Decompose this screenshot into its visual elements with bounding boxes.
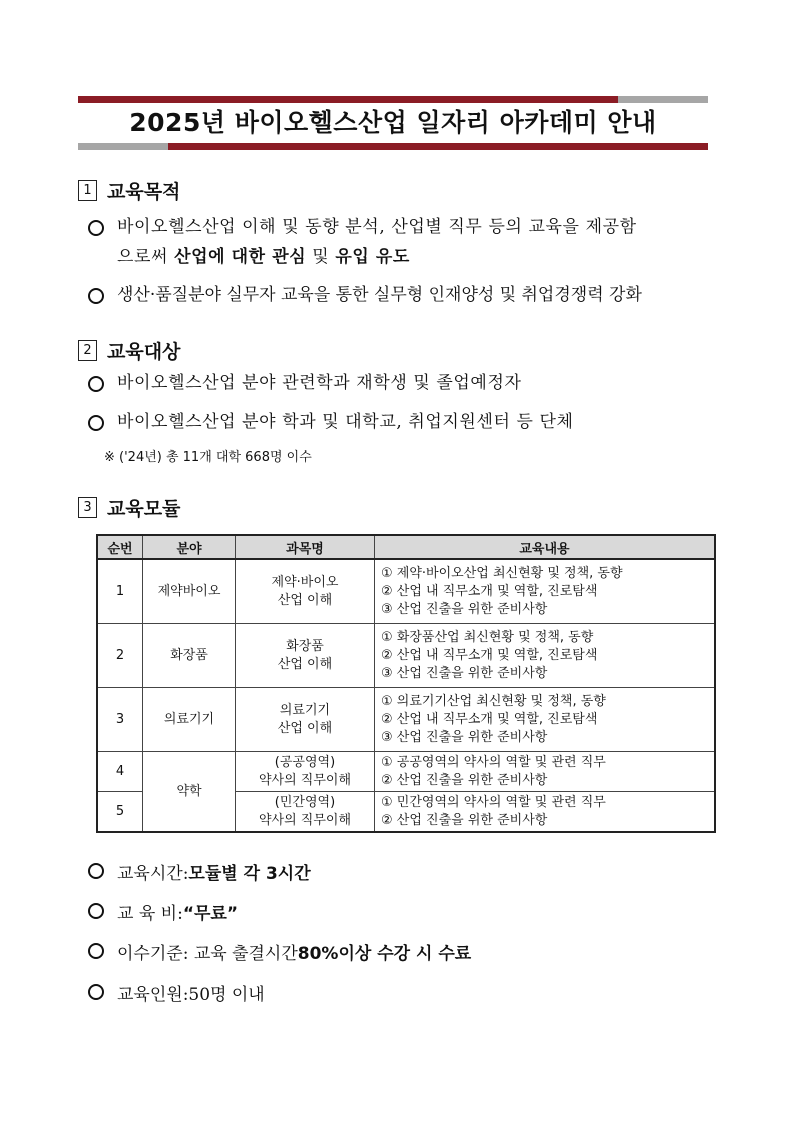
table-row — [97, 688, 715, 752]
course-line: 약사의 직무이해 — [258, 812, 352, 828]
content-line: ② 산업 내 직무소개 및 역할, 진로탐색 — [381, 711, 598, 727]
content-line: ② 산업 진출을 위한 준비사항 — [381, 812, 548, 828]
course-line: 산업 이해 — [277, 656, 333, 672]
content-line: ① 민간영역의 약사의 역할 및 관련 직무 — [381, 794, 606, 810]
circle-bullet-icon — [88, 903, 104, 919]
column-header-content: 교육내용 — [375, 535, 716, 559]
title-rule-top-red — [78, 96, 618, 103]
module-table — [96, 534, 716, 833]
detail-label: 교육인원: — [117, 984, 189, 1005]
cell-course — [236, 792, 375, 833]
purpose-bullet-1 — [88, 212, 717, 272]
completion-note: ※ ('24년) 총 11개 대학 668명 이수 — [104, 450, 312, 465]
content-line: ③ 산업 진출을 위한 준비사항 — [381, 601, 548, 617]
text-normal: 및 — [306, 247, 336, 267]
section-heading-target — [78, 337, 180, 363]
text-normal: 으로써 — [117, 247, 175, 267]
content-line: ① 제약·바이오산업 최신현황 및 정책, 동향 — [381, 565, 623, 581]
course-line: (공공영역) — [274, 754, 336, 770]
column-header-field: 분야 — [143, 535, 236, 559]
cell-content — [375, 792, 716, 833]
cell-content — [375, 559, 716, 624]
cell-no: 4 — [97, 752, 143, 792]
content-line: ① 공공영역의 약사의 역할 및 관련 직무 — [381, 754, 606, 770]
detail-education-fee — [88, 896, 238, 926]
section-heading-modules — [78, 494, 180, 520]
cell-course — [236, 624, 375, 688]
table-row — [97, 624, 715, 688]
detail-label: 교 육 비: — [117, 903, 183, 924]
cell-field: 제약바이오 — [143, 559, 236, 624]
content-line: ② 산업 진출을 위한 준비사항 — [381, 772, 548, 788]
course-line: 화장품 — [286, 638, 324, 654]
cell-field: 의료기기 — [143, 688, 236, 752]
section-heading-purpose — [78, 177, 180, 203]
cell-no: 2 — [97, 624, 143, 688]
cell-field: 화장품 — [143, 624, 236, 688]
detail-completion-criteria — [88, 936, 471, 966]
detail-value: 80%이상 수강 시 수료 — [297, 943, 472, 964]
circle-bullet-icon — [88, 415, 104, 431]
emphasis-text: 유입 유도 — [335, 247, 410, 267]
detail-value: 50명 이내 — [188, 984, 265, 1005]
detail-value: “무료” — [182, 903, 239, 924]
table-row — [97, 559, 715, 624]
section-title: 교육모듈 — [107, 497, 181, 520]
cell-course — [236, 752, 375, 792]
detail-label: 교육시간: — [117, 863, 189, 884]
page-title: 2025년 바이오헬스산업 일자리 아카데미 안내 — [129, 108, 657, 137]
emphasis-text: 산업에 대한 관심 — [174, 247, 307, 267]
circle-bullet-icon — [88, 376, 104, 392]
bullet-text — [117, 212, 717, 272]
bullet-text: 생산·품질분야 실무자 교육을 통한 실무형 인재양성 및 취업경쟁력 강화 — [117, 285, 642, 305]
purpose-bullet-2 — [88, 280, 717, 310]
target-bullet-1 — [88, 368, 717, 398]
column-header-no: 순번 — [97, 535, 143, 559]
course-line: (민간영역) — [274, 794, 336, 810]
target-bullet-2 — [88, 407, 717, 437]
circle-bullet-icon — [88, 863, 104, 879]
cell-field: 약학 — [143, 752, 236, 833]
section-number-box: 2 — [78, 340, 97, 361]
title-rule-bottom-red — [168, 143, 708, 150]
title-rule-top-gray — [618, 96, 708, 103]
detail-label: 이수기준: 교육 출결시간 — [117, 943, 298, 964]
detail-education-hours — [88, 856, 311, 886]
course-line: 약사의 직무이해 — [258, 772, 352, 788]
title-block — [78, 96, 708, 152]
content-line: ② 산업 내 직무소개 및 역할, 진로탐색 — [381, 583, 598, 599]
content-line: ① 화장품산업 최신현황 및 정책, 동향 — [381, 629, 594, 645]
circle-bullet-icon — [88, 943, 104, 959]
bullet-text: 바이오헬스산업 분야 관련학과 재학생 및 졸업예정자 — [117, 373, 522, 393]
detail-capacity — [88, 977, 265, 1007]
cell-content — [375, 624, 716, 688]
cell-content — [375, 752, 716, 792]
section-number-box: 1 — [78, 180, 97, 201]
table-header-row — [97, 535, 715, 559]
course-line: 제약·바이오 — [271, 574, 339, 590]
course-line: 산업 이해 — [277, 592, 333, 608]
content-line: ② 산업 내 직무소개 및 역할, 진로탐색 — [381, 647, 598, 663]
section-title: 교육대상 — [107, 340, 181, 363]
content-line: ③ 산업 진출을 위한 준비사항 — [381, 729, 548, 745]
circle-bullet-icon — [88, 984, 104, 1000]
cell-no: 1 — [97, 559, 143, 624]
cell-content — [375, 688, 716, 752]
column-header-course: 과목명 — [236, 535, 375, 559]
content-line: ③ 산업 진출을 위한 준비사항 — [381, 665, 548, 681]
section-title: 교육목적 — [107, 180, 181, 203]
section-number-box: 3 — [78, 497, 97, 518]
course-line: 의료기기 — [279, 702, 331, 718]
content-line: ① 의료기기산업 최신현황 및 정책, 동향 — [381, 693, 606, 709]
cell-no: 5 — [97, 792, 143, 833]
cell-course — [236, 688, 375, 752]
bullet-line-2 — [117, 242, 717, 272]
table-row — [97, 752, 715, 792]
bullet-text: 바이오헬스산업 분야 학과 및 대학교, 취업지원센터 등 단체 — [117, 412, 574, 432]
circle-bullet-icon — [88, 288, 104, 304]
title-rule-bottom-gray — [78, 143, 168, 150]
cell-course — [236, 559, 375, 624]
detail-value: 모듈별 각 3시간 — [188, 863, 311, 884]
circle-bullet-icon — [88, 220, 104, 236]
bullet-line-1: 바이오헬스산업 이해 및 동향 분석, 산업별 직무 등의 교육을 제공함 — [117, 217, 637, 237]
course-line: 산업 이해 — [277, 720, 333, 736]
cell-no: 3 — [97, 688, 143, 752]
